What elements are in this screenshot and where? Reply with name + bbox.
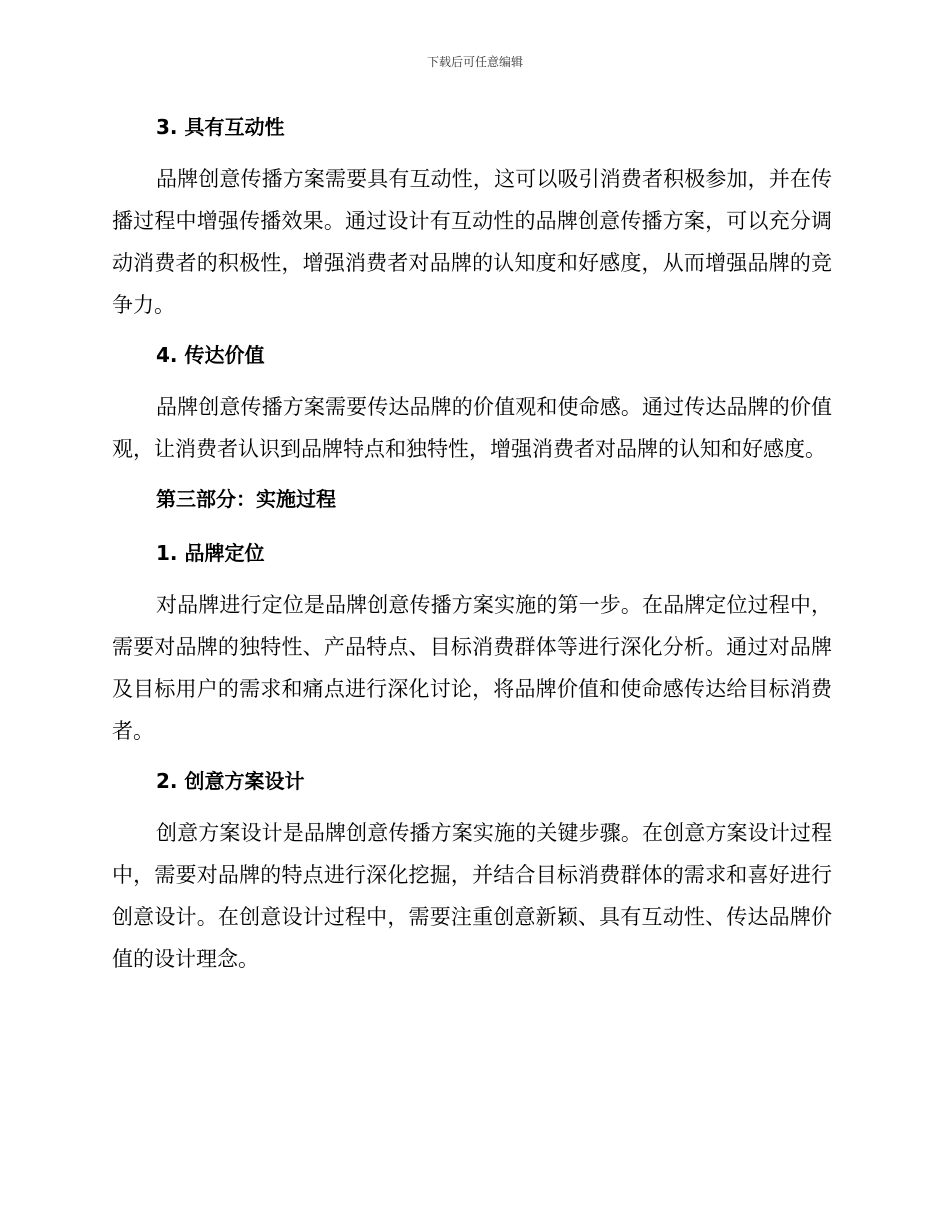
section-heading-interactivity: 3. 具有互动性 xyxy=(156,115,285,139)
section-paragraph-brand-positioning: 对品牌进行定位是品牌创意传播方案实施的第一步。在品牌定位过程中，需要对品牌的独特性、产品特点、目标消费群体等进行深化分析。通过对品牌及目标用户的需求和痛点进行深化讨论，将品牌价值和使命感传达给目标消费者。 xyxy=(112,593,832,743)
section-heading-brand-positioning: 1. 品牌定位 xyxy=(156,541,265,565)
section-paragraph-interactivity: 品牌创意传播方案需要具有互动性，这可以吸引消费者积极参加，并在传播过程中增强传播效果。通过设计有互动性的品牌创意传播方案，可以充分调动消费者的积极性，增强消费者对品牌的认知度和好感度，从而增强品牌的竞争力。 xyxy=(112,167,832,317)
document-body xyxy=(112,104,832,980)
section-paragraph-creative-design: 创意方案设计是品牌创意传播方案实施的关键步骤。在创意方案设计过程中，需要对品牌的特点进行深化挖掘，并结合目标消费群体的需求和喜好进行创意设计。在创意设计过程中，需要注重创意新颖、具有互动性、传达品牌价值的设计理念。 xyxy=(112,821,832,971)
section-heading-creative-design: 2. 创意方案设计 xyxy=(156,769,305,793)
part-heading-implementation: 第三部分：实施过程 xyxy=(156,487,336,511)
section-heading-convey-value: 4. 传达价值 xyxy=(156,343,265,367)
page-header: 下载后可任意编辑 xyxy=(426,55,523,69)
section-paragraph-convey-value: 品牌创意传播方案需要传达品牌的价值观和使命感。通过传达品牌的价值观，让消费者认识到品牌特点和独特性，增强消费者对品牌的认知和好感度。 xyxy=(112,395,832,461)
